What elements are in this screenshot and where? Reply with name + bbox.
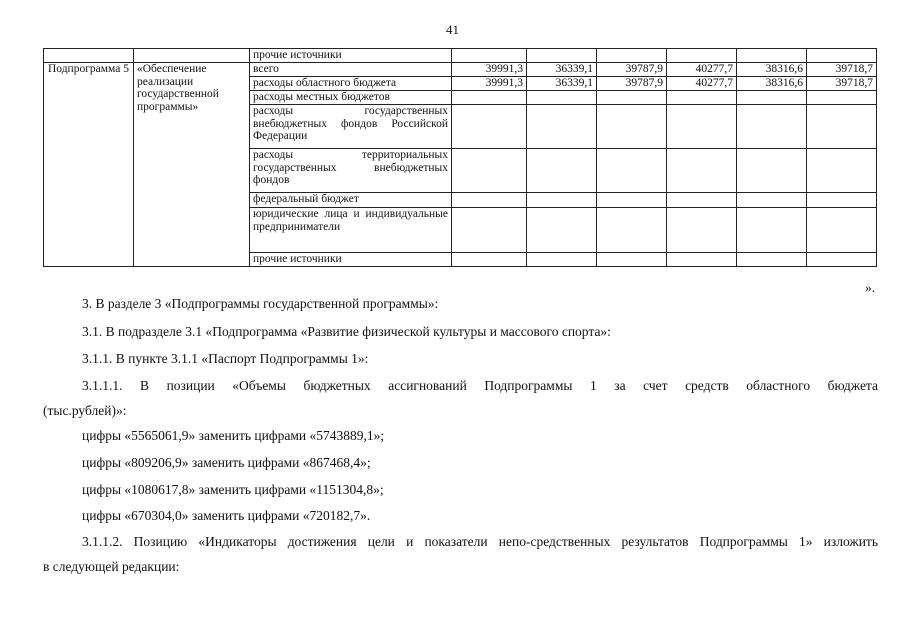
paragraph-item-3-1-1-1-cont: (тыс.рублей)»:	[43, 403, 127, 418]
row-label: расходы местных бюджетов	[250, 91, 452, 105]
page-number: 41	[446, 22, 459, 37]
row-label: расходы территориальных государственных внебюджетных фондов	[250, 149, 452, 193]
paragraph-item-3-1-1-1: 3.1.1.1. В позиции «Объемы бюджетных ассигнований Подпрограммы 1 за счет средств областного бюджета	[82, 378, 878, 393]
paragraph-item-3-1-1-2-cont: в следующей редакции:	[43, 559, 180, 574]
table-cell: 40277,7	[667, 63, 737, 77]
subprogram-name: «Обеспечение реализации государственной программы»	[134, 63, 250, 267]
row-label: федеральный бюджет	[250, 193, 452, 208]
row-label: всего	[250, 63, 452, 77]
table-cell: 39991,3	[452, 63, 527, 77]
table-cell: 39787,9	[597, 77, 667, 91]
replacement-line-2: цифры «809206,9» заменить цифрами «867468,4»;	[82, 455, 371, 470]
row-label: прочие источники	[250, 253, 452, 267]
table-row	[44, 63, 877, 77]
subprogram-label: Подпрограмма 5	[44, 63, 134, 267]
table-cell: 39787,9	[597, 63, 667, 77]
row-label: расходы государственных внебюджетных фондов Российской Федерации	[250, 105, 452, 149]
replacement-line-3: цифры «1080617,8» заменить цифрами «1151304,8»;	[82, 482, 384, 497]
table-cell: 39718,7	[807, 63, 877, 77]
row-label: юридические лица и индивидуальные предприниматели	[250, 208, 452, 253]
row-label: расходы областного бюджета	[250, 77, 452, 91]
table-row	[44, 49, 877, 63]
paragraph-subsection-3-1: 3.1. В подразделе 3.1 «Подпрограмма «Развитие физической культуры и массового спорта»:	[82, 324, 611, 339]
replacement-line-1: цифры «5565061,9» заменить цифрами «5743889,1»;	[82, 428, 385, 443]
table-cell: 36339,1	[527, 63, 597, 77]
paragraph-item-3-1-1-2: 3.1.1.2. Позицию «Индикаторы достижения цели и показатели непо-средственных результатов Подпрограммы 1» изложить	[82, 534, 878, 549]
paragraph-item-3-1-1: 3.1.1. В пункте 3.1.1 «Паспорт Подпрограммы 1»:	[82, 351, 369, 366]
paragraph-section-3: 3. В разделе 3 «Подпрограммы государственной программы»:	[82, 296, 439, 311]
table-cell: 36339,1	[527, 77, 597, 91]
table-cell: 39718,7	[807, 77, 877, 91]
replacement-line-4: цифры «670304,0» заменить цифрами «720182,7».	[82, 508, 371, 523]
table-cell: 38316,6	[737, 63, 807, 77]
table-cell: 40277,7	[667, 77, 737, 91]
table-cell: 38316,6	[737, 77, 807, 91]
table-cell: 39991,3	[452, 77, 527, 91]
closing-quote: ».	[865, 280, 876, 295]
budget-table	[43, 48, 877, 267]
row-label: прочие источники	[250, 49, 452, 63]
